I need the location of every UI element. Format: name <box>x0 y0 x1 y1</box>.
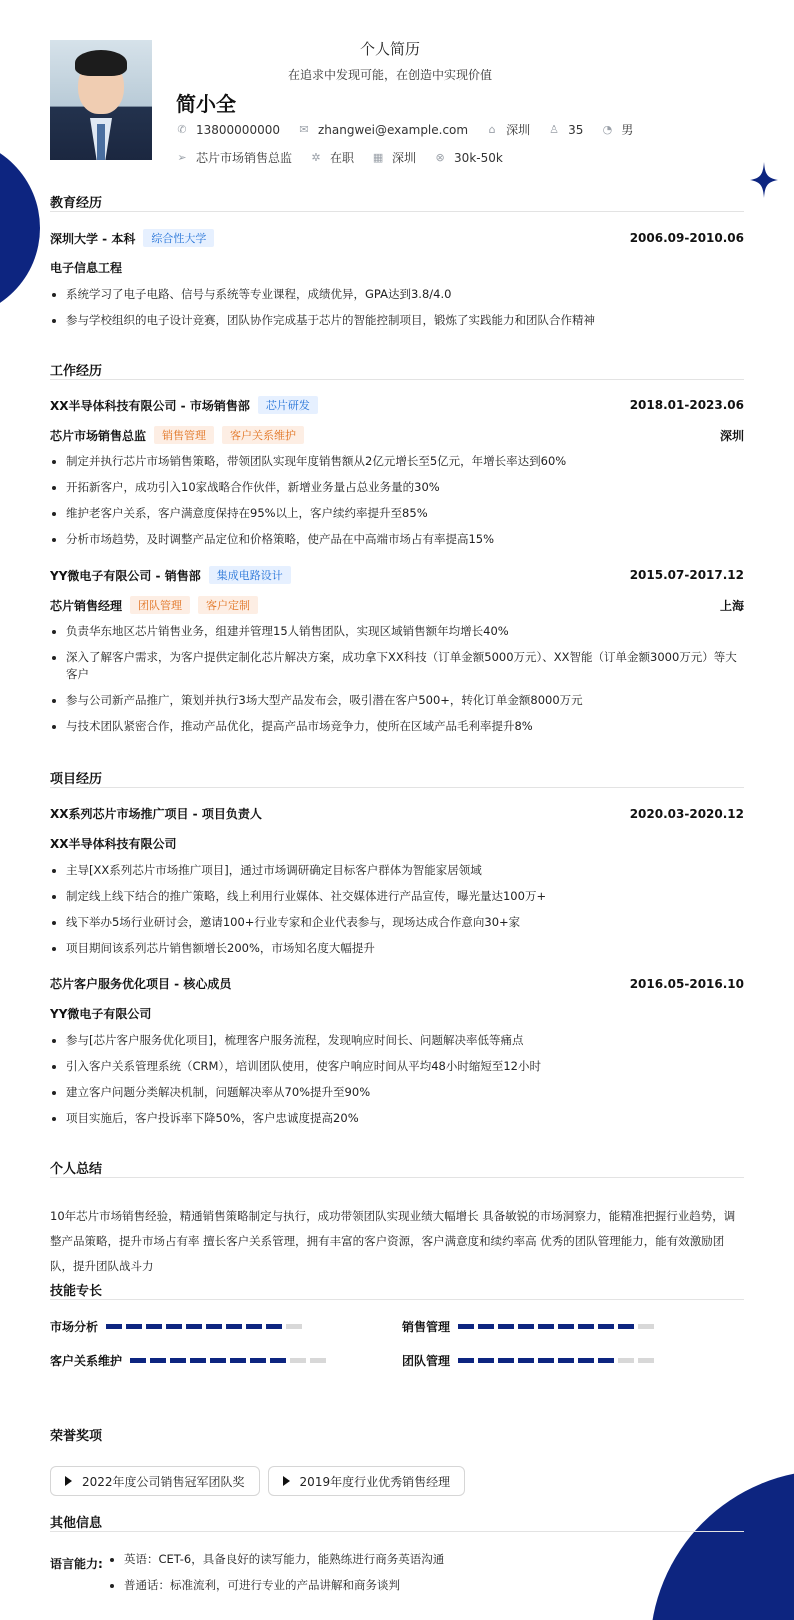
section-title-summary: 个人总结 <box>50 1162 103 1177</box>
section-title-awards: 荣誉奖项 <box>50 1429 103 1444</box>
skill-level-bar <box>130 1358 330 1363</box>
work-date: 2015.07-2017.12 <box>629 568 744 582</box>
list-item: 负责华东地区芯片销售业务，组建并管理15人销售团队，实现区域销售额年均增长40% <box>50 623 744 640</box>
divider <box>50 211 744 212</box>
section-title-other: 其他信息 <box>50 1516 103 1531</box>
major: 电子信息工程 <box>50 261 123 275</box>
education-date: 2006.09-2010.06 <box>629 231 744 245</box>
salary-value: 30k-50k <box>454 150 503 165</box>
candidate-name: 简小全 <box>176 92 236 116</box>
skill-level-segment <box>310 1358 326 1363</box>
skill-level-segment <box>498 1324 514 1329</box>
list-item: 参与[芯片客户服务优化项目]，梳理客户服务流程，发现响应时间长、问题解决率低等痛点 <box>50 1032 744 1049</box>
skill-level-segment <box>250 1358 266 1363</box>
skill-level-segment <box>106 1324 122 1329</box>
job-title: 芯片市场销售总监 <box>50 428 147 443</box>
list-item: 主导[XX系列芯片市场推广项目]，通过市场调研确定目标客户群体为智能家居领域 <box>50 862 744 879</box>
skill-level-bar <box>106 1324 306 1329</box>
skill-level-segment <box>206 1324 222 1329</box>
skill-level-segment <box>498 1358 514 1363</box>
skill-level-segment <box>538 1358 554 1363</box>
list-item: 项目期间该系列芯片销售额增长200%，市场知名度大幅提升 <box>50 940 744 957</box>
skill-level-segment <box>458 1358 474 1363</box>
status-value: 在职 <box>330 151 355 165</box>
company-name: YY微电子有限公司 - 销售部 <box>50 568 201 583</box>
work-bullets-1 <box>50 453 744 557</box>
target-position: 芯片市场销售总监 <box>196 151 293 165</box>
skill-tag: 销售管理 <box>154 426 214 444</box>
work-location: 上海 <box>719 598 744 613</box>
school-tag: 综合性大学 <box>143 229 214 247</box>
skill-level-segment <box>270 1358 286 1363</box>
project-name: XX系列芯片市场推广项目 - 项目负责人 <box>50 807 262 821</box>
paper-plane-icon: ➢ <box>177 150 187 164</box>
city-value: 深圳 <box>506 123 531 137</box>
building-icon: ▦ <box>372 150 384 164</box>
skill-name: 团队管理 <box>402 1354 451 1368</box>
award-badge <box>268 1466 466 1496</box>
skill-level-segment <box>210 1358 226 1363</box>
skill-level-segment <box>266 1324 282 1329</box>
skill-level-bar <box>458 1358 658 1363</box>
company-tag: 集成电路设计 <box>209 566 291 584</box>
list-item: 与技术团队紧密合作，推动产品优化，提高产品市场竞争力，使所在区域产品毛利率提升8% <box>50 718 744 735</box>
skill-level-segment <box>226 1324 242 1329</box>
home-icon: ⌂ <box>488 122 496 136</box>
phone-value: 13800000000 <box>196 122 280 137</box>
list-item: 系统学习了电子电路、信号与系统等专业课程，成绩优异，GPA达到3.8/4.0 <box>50 286 744 303</box>
skill-name: 客户关系维护 <box>50 1354 123 1368</box>
triangle-right-icon <box>65 1476 72 1486</box>
awards-list <box>50 1466 473 1496</box>
skill-level-segment <box>538 1324 554 1329</box>
gender-icon: ◔ <box>602 122 613 136</box>
summary-text: 10年芯片市场销售经验，精通销售策略制定与执行，成功带领团队实现业绩大幅增长 具备敏锐的市场洞察力，能精准把握行业趋势，调整产品策略，提升市场占有率 擅长客户关系管理，拥有丰富的客户资源，客户满意度和续约率高 优秀的团队管理能力，能有效激励团队，提升团队战斗力 <box>50 1209 736 1273</box>
skill-level-segment <box>286 1324 302 1329</box>
skill-level-segment <box>478 1324 494 1329</box>
project-header-1 <box>50 805 744 822</box>
divider <box>50 1531 744 1532</box>
skill-item <box>402 1318 658 1335</box>
project-company: YY微电子有限公司 <box>50 1007 152 1021</box>
list-item: 制定并执行芯片市场销售策略，带领团队实现年度销售额从2亿元增长至5亿元，年增长率达到60% <box>50 453 744 470</box>
triangle-right-icon <box>283 1476 290 1486</box>
work-entry-header-1 <box>50 396 744 414</box>
skill-level-segment <box>638 1358 654 1363</box>
skill-level-segment <box>618 1358 634 1363</box>
work-role-2 <box>50 596 744 614</box>
slogan: 在追求中发现可能，在创造中实现价值 <box>287 68 492 82</box>
email-value: zhangwei@example.com <box>317 122 469 137</box>
mail-icon: ✉ <box>299 122 309 136</box>
profile-photo <box>50 40 152 160</box>
job-title: 芯片销售经理 <box>50 598 123 613</box>
skill-item <box>50 1318 306 1335</box>
project-date: 2016.05-2016.10 <box>629 976 744 991</box>
skill-level-segment <box>230 1358 246 1363</box>
skill-level-segment <box>150 1358 166 1363</box>
divider <box>50 787 744 788</box>
list-item: 参与公司新产品推广，策划并执行3场大型产品发布会，吸引潜在客户500+，转化订单金额8000万元 <box>50 692 744 709</box>
list-item: 建立客户问题分类解决机制，问题解决率从70%提升至90% <box>50 1084 744 1101</box>
skill-level-segment <box>190 1358 206 1363</box>
award-badge <box>50 1466 260 1496</box>
age-icon: ♙ <box>549 122 560 136</box>
document-title: 个人简历 <box>359 40 420 58</box>
skill-level-segment <box>598 1324 614 1329</box>
job-intent-row <box>176 149 521 166</box>
skill-level-segment <box>146 1324 162 1329</box>
skill-level-segment <box>578 1358 594 1363</box>
list-item: 英语：CET-6，具备良好的读写能力，能熟练进行商务英语沟通 <box>110 1551 444 1568</box>
work-role-1 <box>50 426 744 444</box>
work-location: 深圳 <box>719 428 744 443</box>
skill-level-segment <box>458 1324 474 1329</box>
skill-level-segment <box>638 1324 654 1329</box>
skill-name: 市场分析 <box>50 1320 99 1334</box>
skill-level-segment <box>518 1358 534 1363</box>
skill-level-segment <box>130 1358 146 1363</box>
divider <box>50 1299 744 1300</box>
salary-icon: ⊗ <box>435 150 445 164</box>
skill-level-segment <box>558 1358 574 1363</box>
work-bullets-2 <box>50 623 744 744</box>
list-item: 引入客户关系管理系统（CRM），培训团队使用，使客户响应时间从平均48小时缩短至12小时 <box>50 1058 744 1075</box>
skill-tag: 客户关系维护 <box>222 426 304 444</box>
project-bullets-2 <box>50 1032 744 1136</box>
phone-icon: ✆ <box>177 122 187 136</box>
list-item: 深入了解客户需求，为客户提供定制化芯片解决方案，成功拿下XX科技（订单金额5000万元）、XX智能（订单金额3000万元）等大客户 <box>50 649 744 683</box>
list-item: 参与学校组织的电子设计竞赛，团队协作完成基于芯片的智能控制项目，锻炼了实践能力和团队合作精神 <box>50 312 744 329</box>
status-icon: ✲ <box>311 150 321 164</box>
target-city: 深圳 <box>392 151 417 165</box>
language-list <box>110 1551 444 1603</box>
award-label: 2022年度公司销售冠军团队奖 <box>82 1474 245 1489</box>
skill-level-segment <box>126 1324 142 1329</box>
education-entry-header <box>50 229 744 247</box>
list-item: 维护老客户关系，客户满意度保持在95%以上，客户续约率提升至85% <box>50 505 744 522</box>
skill-level-segment <box>170 1358 186 1363</box>
list-item: 线下举办5场行业研讨会，邀请100+行业专家和企业代表参与，现场达成合作意向30+家 <box>50 914 744 931</box>
skill-level-segment <box>166 1324 182 1329</box>
company-tag: 芯片研发 <box>258 396 318 414</box>
skill-tag: 客户定制 <box>198 596 258 614</box>
project-bullets-1 <box>50 862 744 966</box>
skill-level-bar <box>458 1324 658 1329</box>
list-item: 普通话：标准流利，可进行专业的产品讲解和商务谈判 <box>110 1577 444 1594</box>
section-title-work: 工作经历 <box>50 364 103 379</box>
section-title-skills: 技能专长 <box>50 1284 103 1299</box>
language-label: 语言能力: <box>50 1557 103 1571</box>
age-value: 35 <box>568 122 584 137</box>
company-name: XX半导体科技有限公司 - 市场销售部 <box>50 398 250 413</box>
work-date: 2018.01-2023.06 <box>629 398 744 412</box>
skill-tag: 团队管理 <box>130 596 190 614</box>
section-title-education: 教育经历 <box>50 196 103 211</box>
skill-name: 销售管理 <box>402 1320 451 1334</box>
work-entry-header-2 <box>50 566 744 584</box>
project-company: XX半导体科技有限公司 <box>50 837 177 851</box>
education-bullets <box>50 286 744 338</box>
skill-level-segment <box>618 1324 634 1329</box>
project-header-2 <box>50 975 744 992</box>
skill-item <box>50 1352 330 1369</box>
list-item: 制定线上线下结合的推广策略，线上利用行业媒体、社交媒体进行产品宣传，曝光量达100万+ <box>50 888 744 905</box>
skill-level-segment <box>518 1324 534 1329</box>
section-title-projects: 项目经历 <box>50 772 103 787</box>
school-name: 深圳大学 - 本科 <box>50 231 136 246</box>
project-date: 2020.03-2020.12 <box>629 806 744 821</box>
divider <box>50 379 744 380</box>
list-item: 开拓新客户，成功引入10家战略合作伙伴，新增业务量占总业务量的30% <box>50 479 744 496</box>
award-label: 2019年度行业优秀销售经理 <box>299 1474 451 1489</box>
skill-level-segment <box>578 1324 594 1329</box>
gender-value: 男 <box>621 123 634 137</box>
skill-level-segment <box>598 1358 614 1363</box>
divider <box>50 1177 744 1178</box>
list-item: 分析市场趋势，及时调整产品定位和价格策略，使产品在中高端市场占有率提高15% <box>50 531 744 548</box>
project-name: 芯片客户服务优化项目 - 核心成员 <box>50 977 232 991</box>
skill-item <box>402 1352 658 1369</box>
skill-level-segment <box>290 1358 306 1363</box>
list-item: 项目实施后，客户投诉率下降50%，客户忠诚度提高20% <box>50 1110 744 1127</box>
skill-level-segment <box>186 1324 202 1329</box>
skill-level-segment <box>246 1324 262 1329</box>
skill-level-segment <box>558 1324 574 1329</box>
skill-level-segment <box>478 1358 494 1363</box>
contact-row <box>176 121 651 138</box>
